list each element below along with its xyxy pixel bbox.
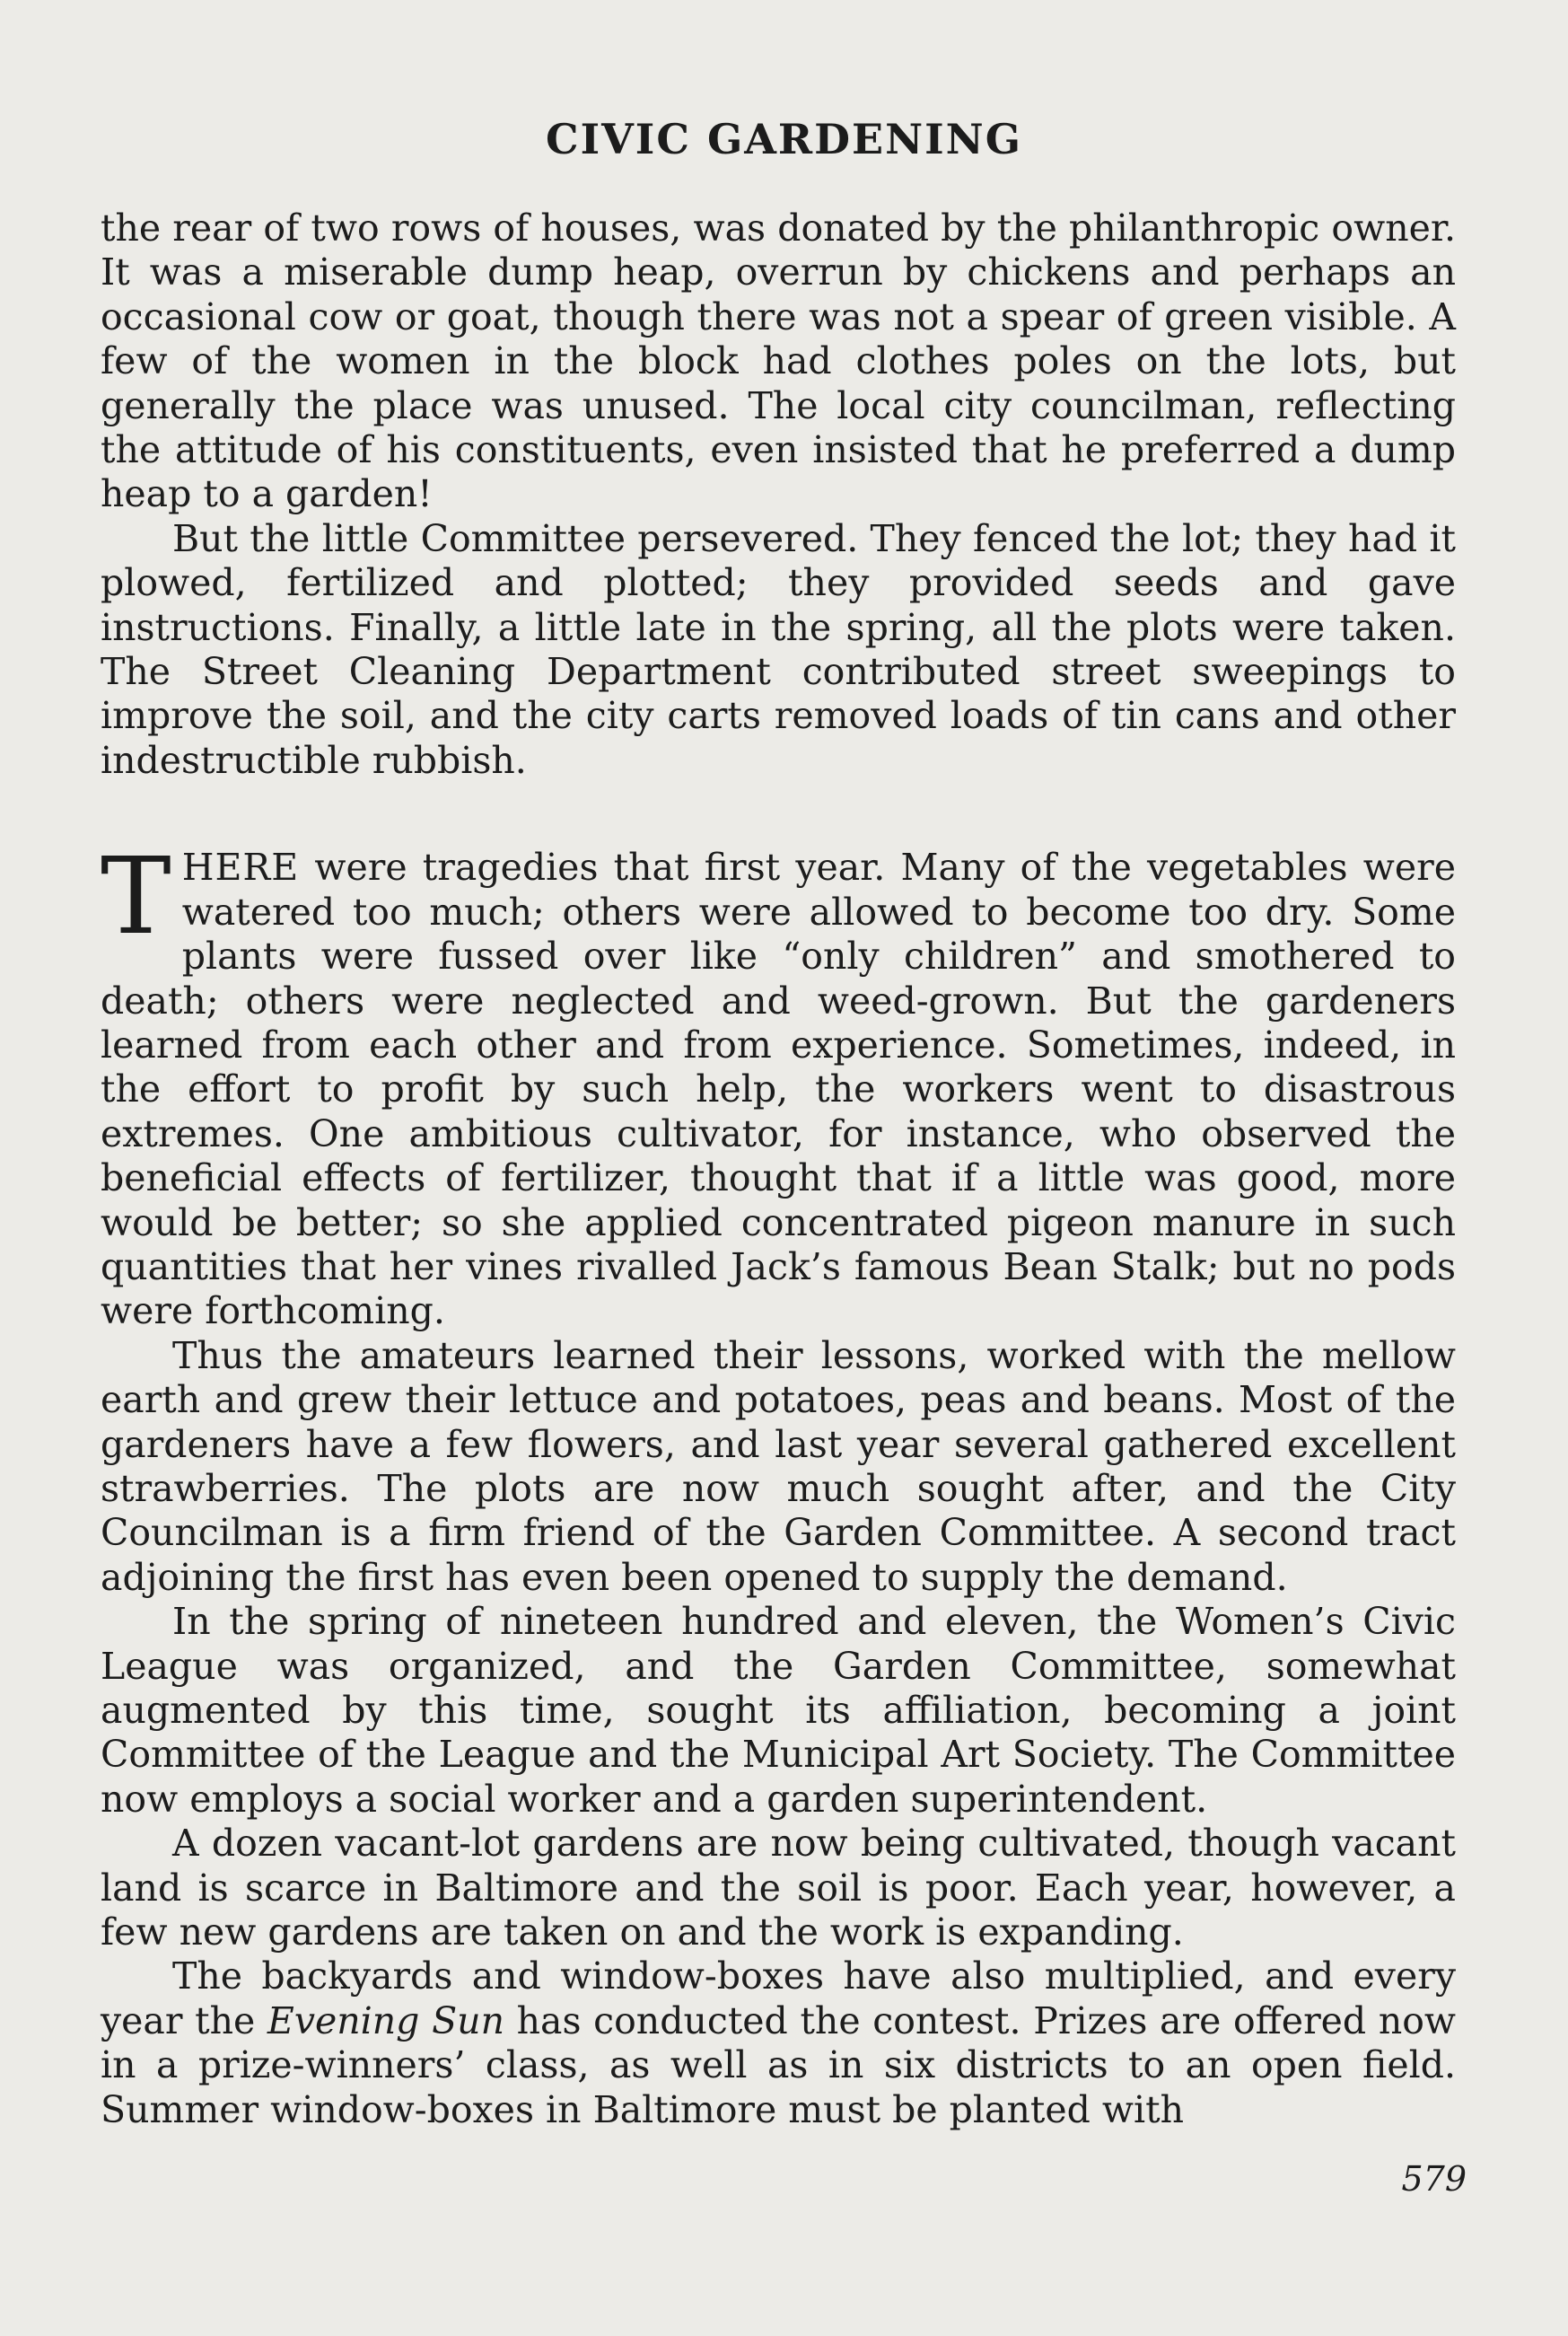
opening-small-caps: HERE (181, 846, 300, 890)
drop-cap-letter: T (101, 834, 171, 959)
paragraph-7-text-b: has conducted the contest. Prizes are offered now in a prize-winners’ class, as well as in six districts to an open field. Summer window-boxes in Baltimore must be planted with (101, 1998, 1457, 2131)
paragraph-7 (101, 1954, 1456, 2132)
paragraph-1: the rear of two rows of houses, was donated by the philanthropic owner. It was a miserable dump heap, overrun by chickens and perhaps an occasional cow or goat, though there was not a spear of green visible. A few of the women in the block had clothes poles on the lots, but generally the place was unused. The local city councilman, reflecting the attitude of his constituents, even insisted that he preferred a dump heap to a garden! (101, 206, 1456, 516)
page-number: 579 (1401, 2159, 1467, 2199)
newspaper-title: Evening Sun (267, 1998, 504, 2042)
paragraph-5: In the spring of nineteen hundred and eleven, the Women’s Civic League was organized, and the Garden Committee, somewhat augmented by this time, sought its affiliation, becoming a joint Committee of the League and the Municipal Art Society. The Committee now employs a social worker and a garden superintendent. (101, 1600, 1456, 1821)
body-text (101, 206, 1456, 2132)
paragraph-3 (101, 834, 1456, 1333)
running-head: CIVIC GARDENING (545, 115, 1022, 163)
paragraph-7-text-a: The backyards and window-boxes have also multiplied, and every year the (101, 1954, 1456, 2042)
paragraph-3-text: were tragedies that first year. Many of the vegetables were watered too much; others were allowed to become too dry. Some plants were fussed over like “only children” and smothered to death; others were neglected and weed-grown. But the gardeners learned from each other and from experience. Sometimes, indeed, in the effort to profit by such help, the workers went to disastrous extremes. One ambitious cultivator, for instance, who observed the beneficial effects of fertilizer, thought that if a little was good, more would be better; so she applied concentrated pigeon manure in such quantities that her vines rivalled Jack’s famous Bean Stalk; but no pods were forthcoming. (101, 846, 1456, 1333)
paragraph-6: A dozen vacant-lot gardens are now being cultivated, though vacant land is scarce in Baltimore and the soil is poor. Each year, however, a few new gardens are taken on and the work is expanding. (101, 1822, 1456, 1954)
paragraph-4: Thus the amateurs learned their lessons, worked with the mellow earth and grew their lettuce and potatoes, peas and beans. Most of the gardeners have a few flowers, and last year several gathered excellent strawberries. The plots are now much sought after, and the City Councilman is a firm friend of the Garden Committee. A second tract adjoining the first has even been opened to supply the demand. (101, 1333, 1456, 1599)
paragraph-2: But the little Committee persevered. They fenced the lot; they had it plowed, fertilized and plotted; they provided seeds and gave instructions. Finally, a little late in the spring, all the plots were taken. The Street Cleaning Department contributed street sweepings to improve the soil, and the city carts removed loads of tin cans and other indestructible rubbish. (101, 516, 1456, 782)
